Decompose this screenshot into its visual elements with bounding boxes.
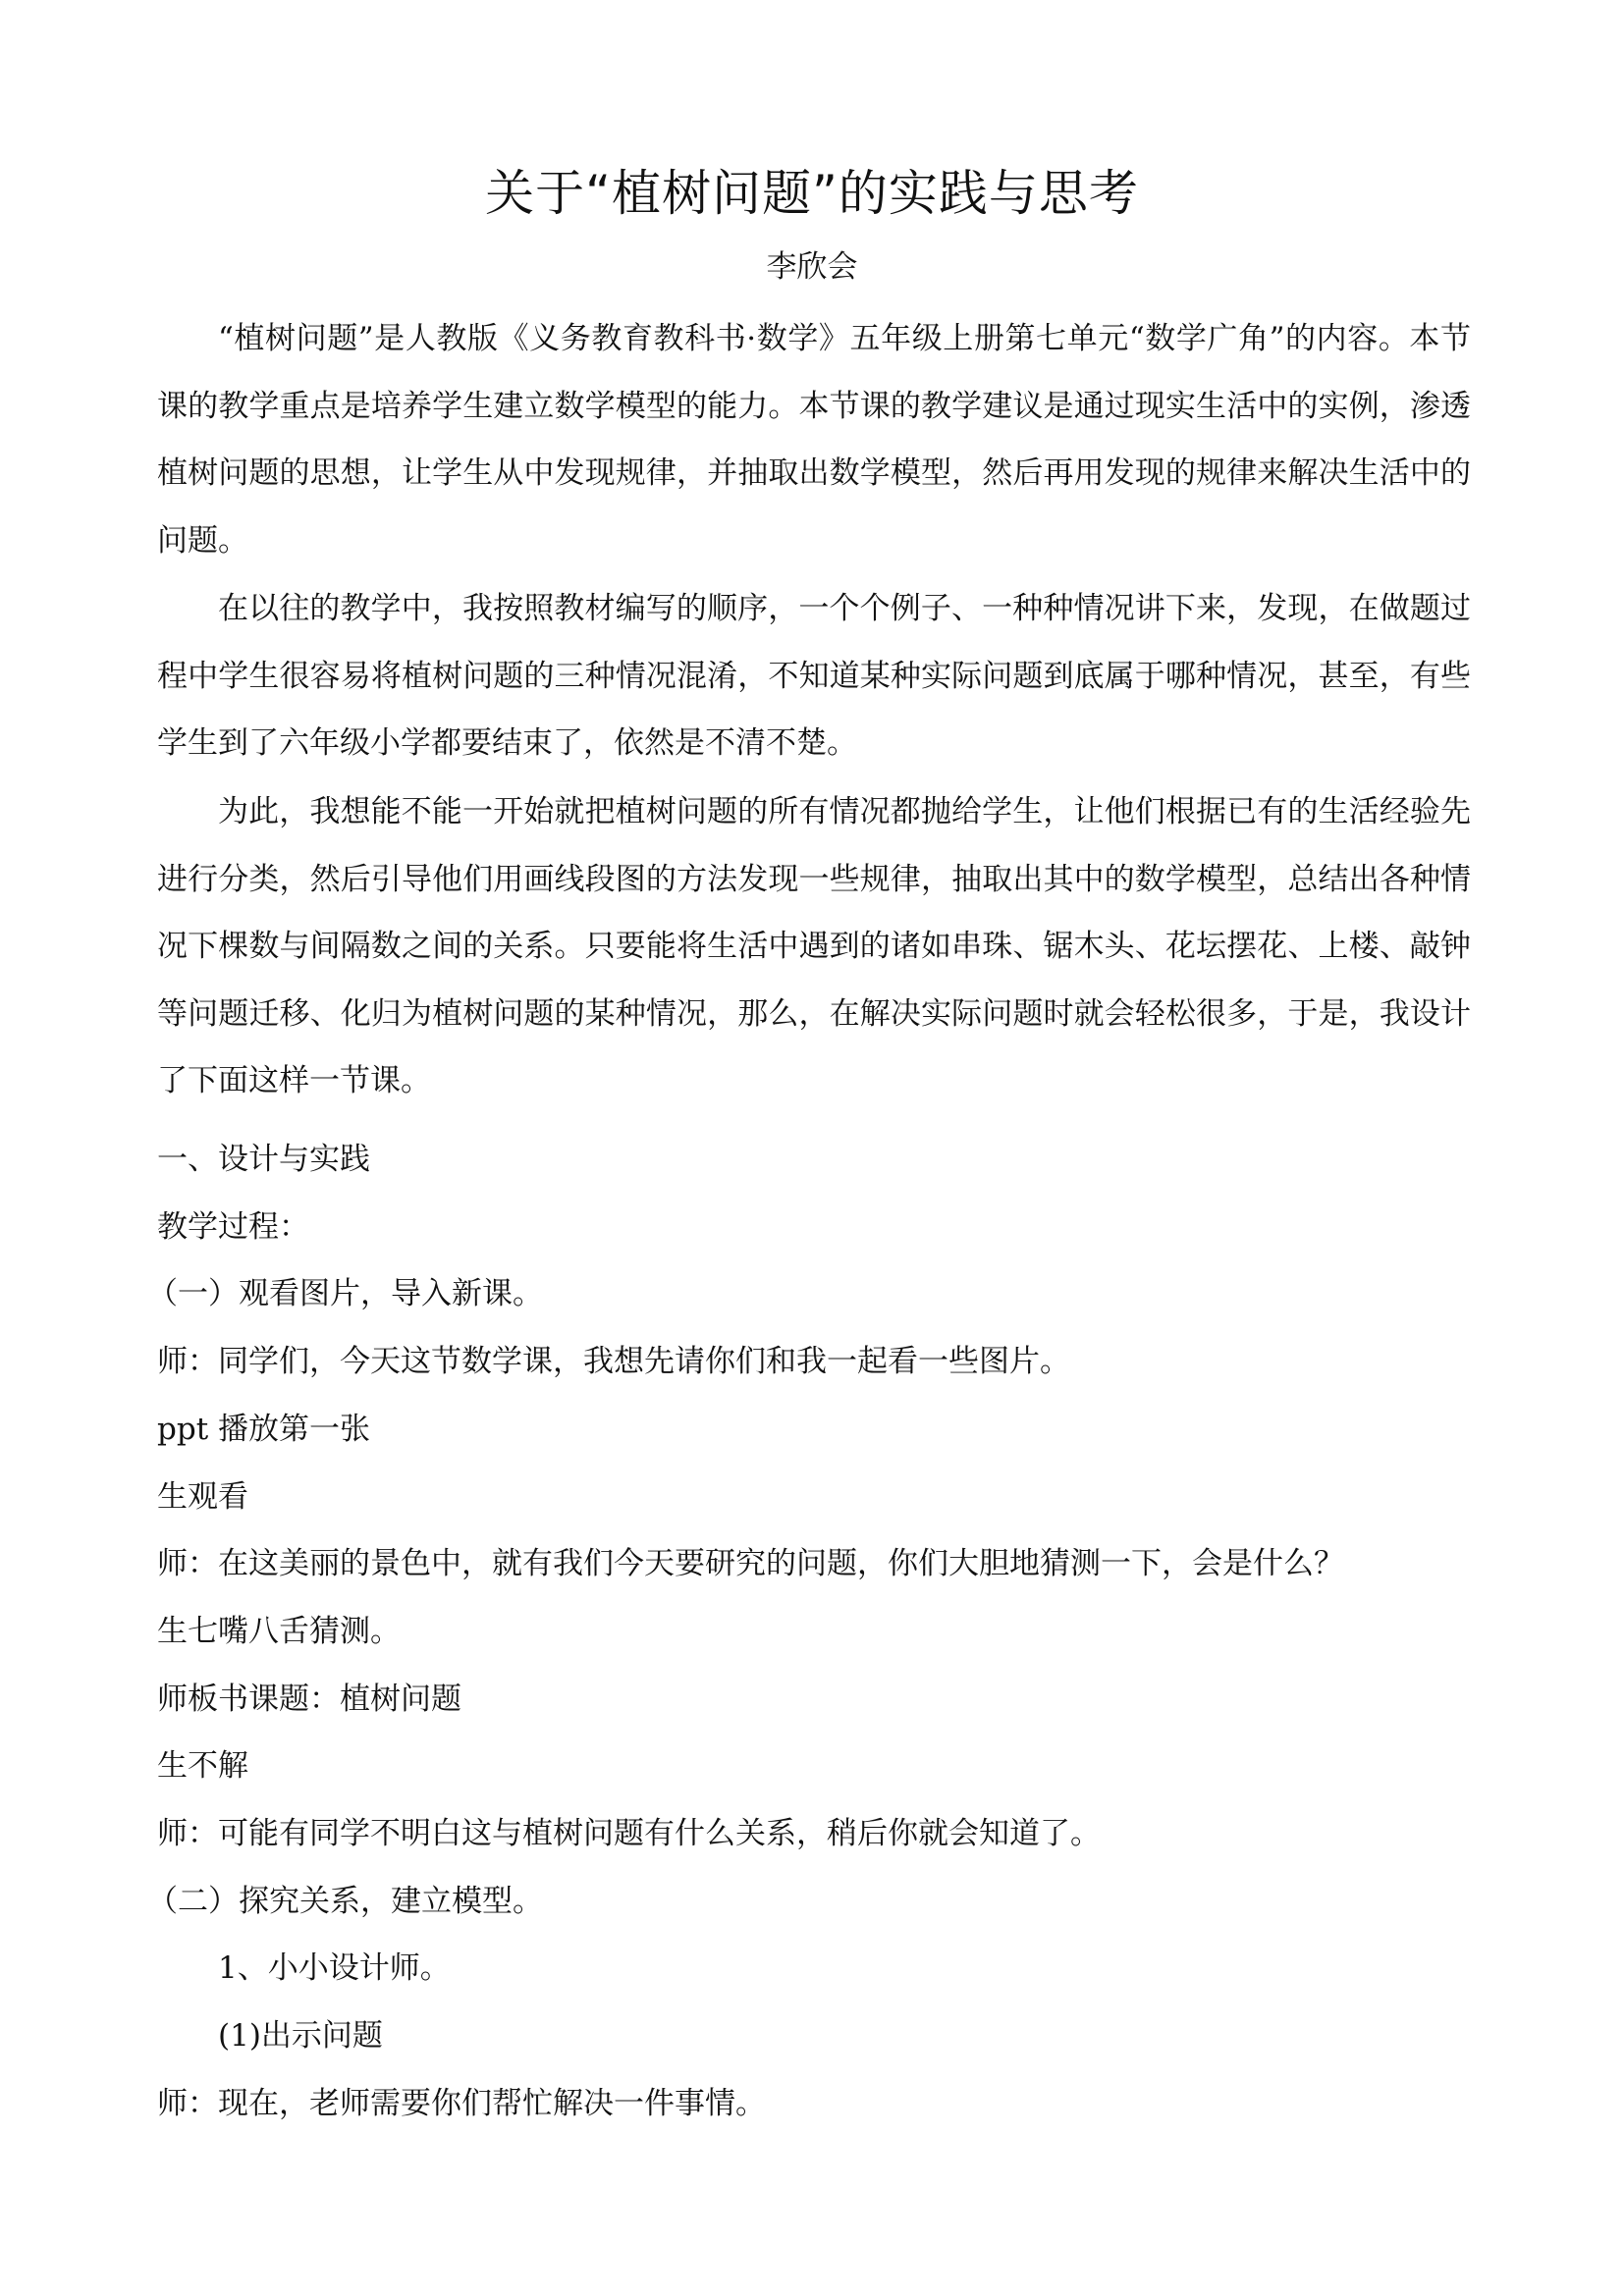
subsection-heading-intro: （一）观看图片，导入新课。: [147, 1276, 543, 1311]
paragraph-intro: “植树问题”是人教版《义务教育教科书·数学》五年级上册第七单元“数学广角”的内容。本节课的教学重点是培养学生建立数学模型的能力。本节课的教学建议是通过现实生活中的实例，渗透植树问题的思想，让学生从中发现规律，并抽取出数学模型，然后再用发现的规律来解决生活中的问题。: [157, 321, 1471, 559]
item-heading-designer: 1、小小设计师。: [218, 1950, 451, 1986]
dialogue-line: ppt 播放第一张: [157, 1412, 370, 1447]
document-title: 关于“植树问题”的实践与思考: [485, 165, 1139, 222]
dialogue-line: 生不解: [157, 1748, 248, 1784]
dialogue-line: 师板书课题：植树问题: [157, 1682, 461, 1717]
dialogue-line: 师：同学们，今天这节数学课，我想先请你们和我一起看一些图片。: [157, 1344, 1070, 1379]
paragraph-previous-teaching: 在以往的教学中，我按照教材编写的顺序，一个个例子、一种种情况讲下来，发现，在做题过程中学生很容易将植树问题的三种情况混淆，不知道某种实际问题到底属于哪种情况，甚至，有些学生到了六年级小学都要结束了，依然是不清不楚。: [157, 591, 1471, 761]
dialogue-line: 生七嘴八舌猜测。: [157, 1614, 401, 1649]
dialogue-line: 生观看: [157, 1479, 248, 1515]
subsection-heading-explore: （二）探究关系，建立模型。: [147, 1884, 543, 1919]
section-heading-design-practice: 一、设计与实践: [157, 1142, 370, 1177]
dialogue-line: 师：可能有同学不明白这与植树问题有什么关系，稍后你就会知道了。: [157, 1816, 1101, 1851]
dialogue-line: 师：现在，老师需要你们帮忙解决一件事情。: [157, 2086, 766, 2121]
item-subheading-question: (1)出示问题: [218, 2018, 383, 2054]
paragraph-design-idea: 为此，我想能不能一开始就把植树问题的所有情况都抛给学生，让他们根据已有的生活经验先进行分类，然后引导他们用画线段图的方法发现一些规律，抽取出其中的数学模型，总结出各种情况下棵数与间隔数之间的关系。只要能将生活中遇到的诸如串珠、锯木头、花坛摆花、上楼、敲钟等问题迁移、化归为植树问题的某种情况，那么，在解决实际问题时就会轻松很多，于是，我设计了下面这样一节课。: [157, 794, 1471, 1098]
dialogue-line: 师：在这美丽的景色中，就有我们今天要研究的问题，你们大胆地猜测一下，会是什么？: [157, 1546, 1344, 1581]
author-name: 李欣会: [766, 249, 858, 285]
teaching-process-label: 教学过程：: [157, 1209, 309, 1245]
